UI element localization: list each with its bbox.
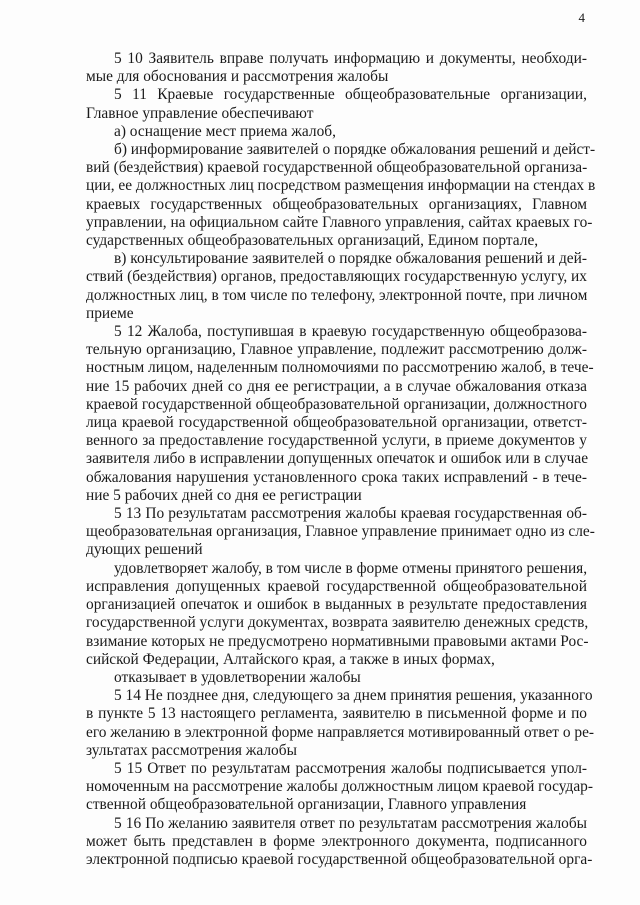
document-body <box>86 50 596 869</box>
text-line: ции, ее должностных лиц посредством размещения информации на стендах в <box>86 177 596 195</box>
text-line: электронной подписью краевой государственной общеобразовательной орга- <box>86 850 593 868</box>
text-line: 5 10 Заявитель вправе получать информацию и документы, необходи- <box>114 50 587 67</box>
text-line: должностных лиц, в том числе по телефону, электронной почте, при личном <box>86 286 588 304</box>
text-line: сударственных общеобразовательных организаций, Едином портале, <box>86 232 539 250</box>
text-line: 5 13 По результатам рассмотрения жалобы краевая государственная об- <box>114 505 587 523</box>
text-line: Главное управление обеспечивают <box>86 104 314 122</box>
text-line: щеобразовательная организация, Главное управление принимает одно из сле- <box>86 523 595 541</box>
text-line: ственной общеобразовательной организации, Главного управления <box>86 796 527 814</box>
text-line: управлении, на официальном сайте Главного управления, сайтах краевых го- <box>86 213 593 231</box>
text-line: 5 11 Краевые государственные общеобразовательные организации, <box>114 86 587 104</box>
text-line: зультатах рассмотрения жалобы <box>86 741 297 759</box>
text-line: 5 16 По желанию заявителя ответ по результатам рассмотрения жалобы <box>114 814 587 832</box>
text-line: вий (бездействия) краевой государственной общеобразовательной организа- <box>86 159 588 177</box>
text-line: б) информирование заявителей о порядке обжалования решений и дейст- <box>114 141 596 159</box>
text-line: венного за предоставление государственной услуги, в приеме документов у <box>86 432 587 450</box>
text-line: в пункте 5 13 настоящего регламента, заявителю в письменной форме и по <box>86 705 587 723</box>
text-line: сийской Федерации, Алтайского края, а также в иных формах, <box>86 650 495 668</box>
text-line: ствий (бездействия) органов, предоставляющих государственную услугу, их <box>86 268 587 286</box>
text-line: его желанию в электронной форме направляется мотивированный ответ о ре- <box>86 723 595 741</box>
text-line: а) оснащение мест приема жалоб, <box>114 122 336 140</box>
text-line: отказывает в удовлетворении жалобы <box>114 668 361 686</box>
text-line: дующих решений <box>86 541 203 559</box>
text-line: организацией опечаток и ошибок в выданных в результате предоставления <box>86 596 587 614</box>
text-line: заявителя либо в исправлении допущенных опечаток и ошибок или в случае <box>86 450 589 468</box>
text-line: в) консультирование заявителей о порядке обжалования решений и дей- <box>114 250 587 268</box>
text-line: обжалования нарушения установленного срока таких исправлений - в тече- <box>86 468 587 486</box>
text-line: лица краевой государственной общеобразовательной организации, ответст- <box>86 414 587 432</box>
text-line: 5 15 Ответ по результатам рассмотрения жалобы подписывается упол- <box>114 759 587 777</box>
text-line: 5 14 Не позднее дня, следующего за днем принятия решения, указанного <box>114 687 593 705</box>
text-line: исправления допущенных краевой государственной общеобразовательной <box>86 577 587 595</box>
text-line: ние 5 рабочих дней со дня ее регистрации <box>86 486 362 504</box>
text-line: взимание которых не предусмотрено нормативными правовыми актами Рос- <box>86 632 589 650</box>
text-line: 5 12 Жалоба, поступившая в краевую государственную общеобразова- <box>114 323 587 341</box>
text-line: тельную организацию, Главное управление, подлежит рассмотрению долж- <box>86 341 587 359</box>
text-line: приеме <box>86 304 134 322</box>
text-line: ние 15 рабочих дней со дня ее регистрации, а в случае обжалования отказа <box>86 377 587 395</box>
text-line: удовлетворяет жалобу, в том числе в форме отмены принятого решения, <box>114 559 588 577</box>
text-line: мые для обоснования и рассмотрения жалобы <box>86 68 389 86</box>
text-line: ностным лицом, наделенным полномочиями по рассмотрению жалоб, в тече- <box>86 359 594 377</box>
text-line: краевых государственных общеобразовательных организациях, Главном <box>86 195 587 213</box>
page-number: 4 <box>578 10 585 25</box>
text-line: может быть представлен в форме электронного документа, подписанного <box>86 832 587 850</box>
text-line: номоченным на рассмотрение жалобы должностным лицом краевой государ- <box>86 778 594 796</box>
text-line: государственной услуги документах, возврата заявителю денежных средств, <box>86 614 589 632</box>
text-line: краевой государственной общеобразовательной организации, должностного <box>86 395 587 413</box>
